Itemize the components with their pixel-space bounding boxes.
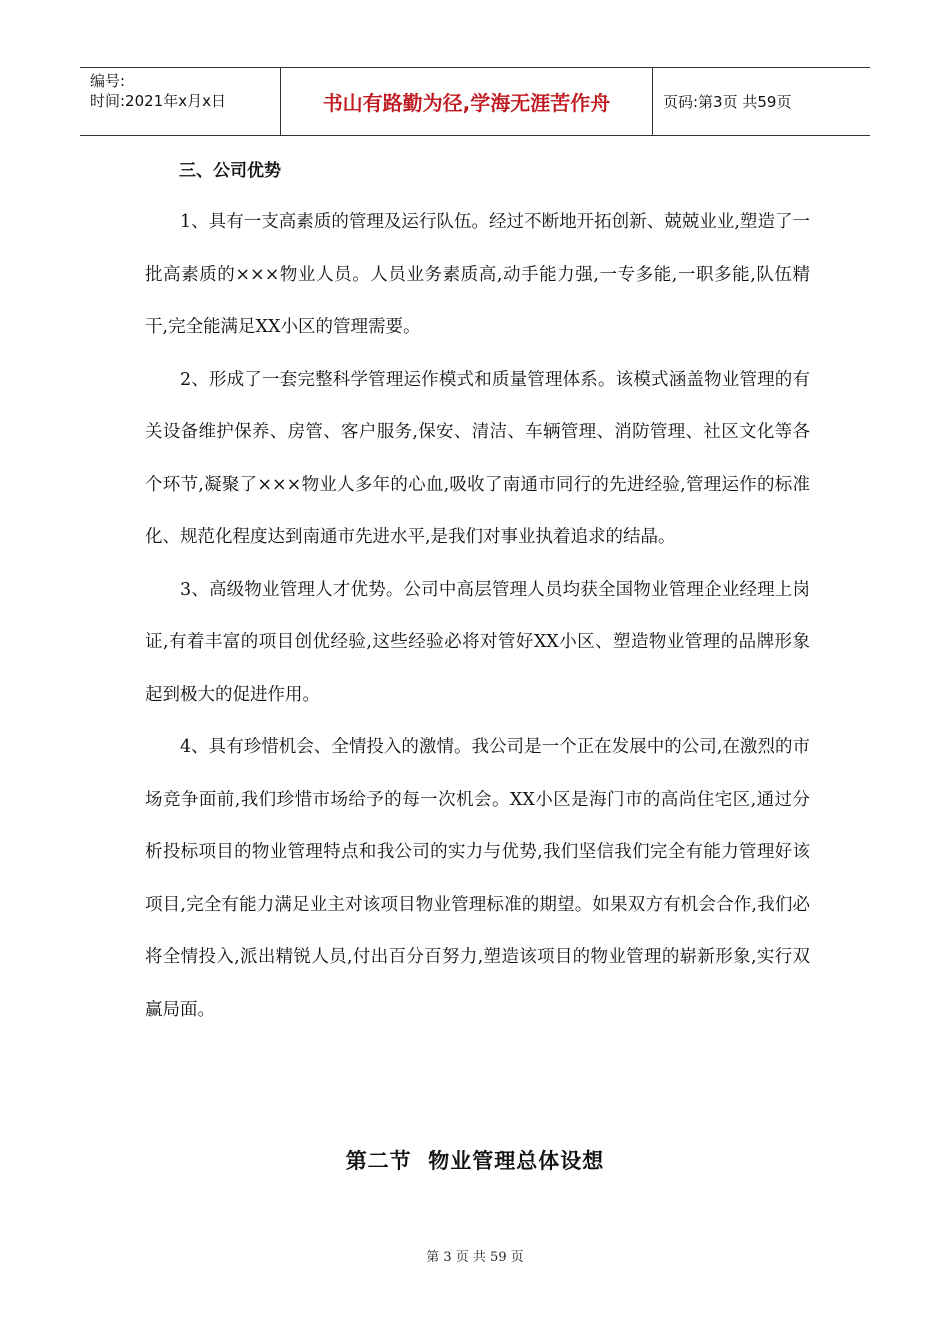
header-motto: 书山有路勤为径,学海无涯苦作舟 [322,91,611,115]
paragraph-4: 4、具有珍惜机会、全情投入的激情。我公司是一个正在发展中的公司,在激烈的市场竞争面前,我们珍惜市场给予的每一次机会。XX小区是海门市的高尚住宅区,通过分析投标项目的物业管理特点和我公司的实力与优势,我们坚信我们完全有能力管理好该项目,完全有能力满足业主对该项目物业管理标准的期望。如果双方有机会合作,我们必将全情投入,派出精锐人员,付出百分百努力,塑造该项目的物业管理的崭新形象,实行双赢局面。 [145,737,810,1020]
header-meta-cell [80,68,281,135]
paragraph-2: 2、形成了一套完整科学管理运作模式和质量管理体系。该模式涵盖物业管理的有关设备维护保养、房管、客户服务,保安、清洁、车辆管理、消防管理、社区文化等各个环节,凝聚了×××物业人多年的心血,吸收了南通市同行的先进经验,管理运作的标准化、规范化程度达到南通市先进水平,是我们对事业执着追求的结晶。 [145,369,810,547]
date-label: 时间:2021年x月x日 [90,92,226,110]
header-page-info: 页码:第3页 共59页 [663,93,792,111]
page-footer: 第 3 页 共 59 页 [426,1250,524,1265]
page-header [80,67,870,136]
header-page-cell [653,68,870,135]
paragraph-1: 1、具有一支高素质的管理及运行队伍。经过不断地开拓创新、兢兢业业,塑造了一批高素质的×××物业人员。人员业务素质高,动手能力强,一专多能,一职多能,队伍精干,完全能满足XX小区的管理需要。 [145,212,810,337]
serial-label: 编号: [90,72,126,90]
paragraph-3: 3、高级物业管理人才优势。公司中高层管理人员均获全国物业管理企业经理上岗证,有着丰富的项目创优经验,这些经验必将对管好XX小区、塑造物业管理的品牌形象起到极大的促进作用。 [145,579,810,705]
section-heading: 三、公司优势 [179,161,281,181]
header-motto-cell [281,68,653,135]
chapter-title: 第二节 物业管理总体设想 [345,1149,605,1173]
document-body [145,146,810,1036]
